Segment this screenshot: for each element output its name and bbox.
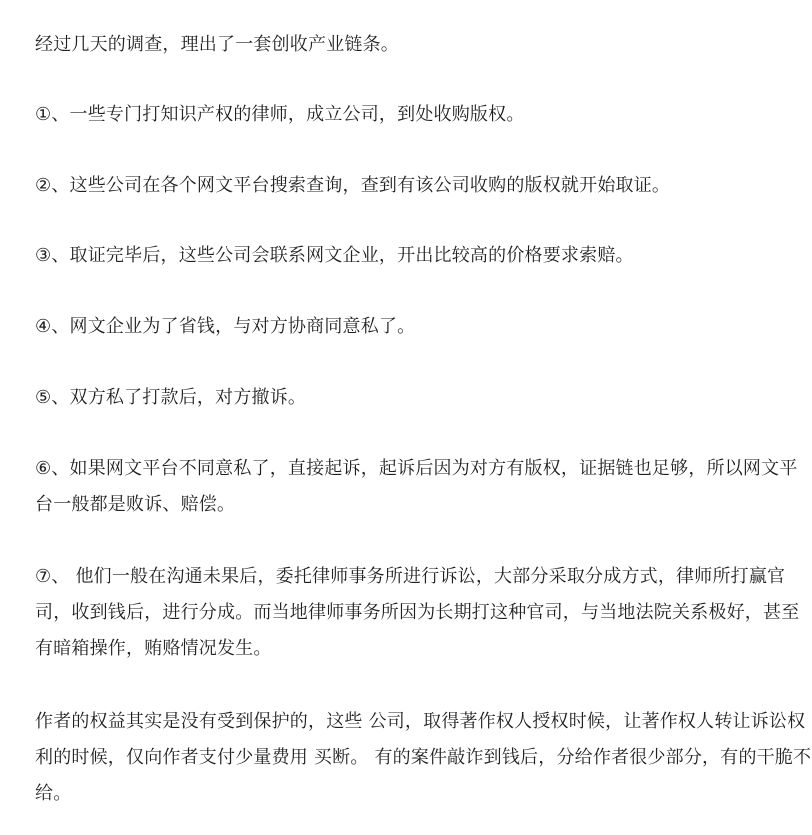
list-item-6: ⑥、如果网文平台不同意私了，直接起诉，起诉后因为对方有版权，证据链也足够，所以网文平台一般都是败诉、赔偿。 [35,458,798,515]
list-item-7: ⑦、 他们一般在沟通未果后，委托律师事务所进行诉讼，大部分采取分成方式，律师所打赢官司，收到钱后，进行分成。而当地律师事务所因为长期打这种官司，与当地法院关系极好，甚至有暗箱操作，贿赂情况发生。 [35,566,800,659]
list-item-1: ①、一些专门打知识产权的律师，成立公司，到处收购版权。 [35,104,525,125]
intro-paragraph: 经过几天的调查，理出了一套创收产业链条。 [35,34,399,55]
list-item-5: ⑤、双方私了打款后，对方撤诉。 [35,387,307,408]
list-item-3: ③、取证完毕后，这些公司会联系网文企业，开出比较高的价格要求索赔。 [35,245,634,266]
closing-paragraph: 作者的权益其实是没有受到保护的，这些 公司，取得著作权人授权时候，让著作权人转让诉讼权利的时候，仅向作者支付少量费用 买断。 有的案件敲诈到钱后，分给作者很少部分，有的干脆不给。 [35,711,812,804]
list-item-2: ②、这些公司在各个网文平台搜索查询，查到有该公司收购的版权就开始取证。 [35,175,671,196]
list-item-4: ④、网文企业为了省钱，与对方协商同意私了。 [35,316,416,337]
